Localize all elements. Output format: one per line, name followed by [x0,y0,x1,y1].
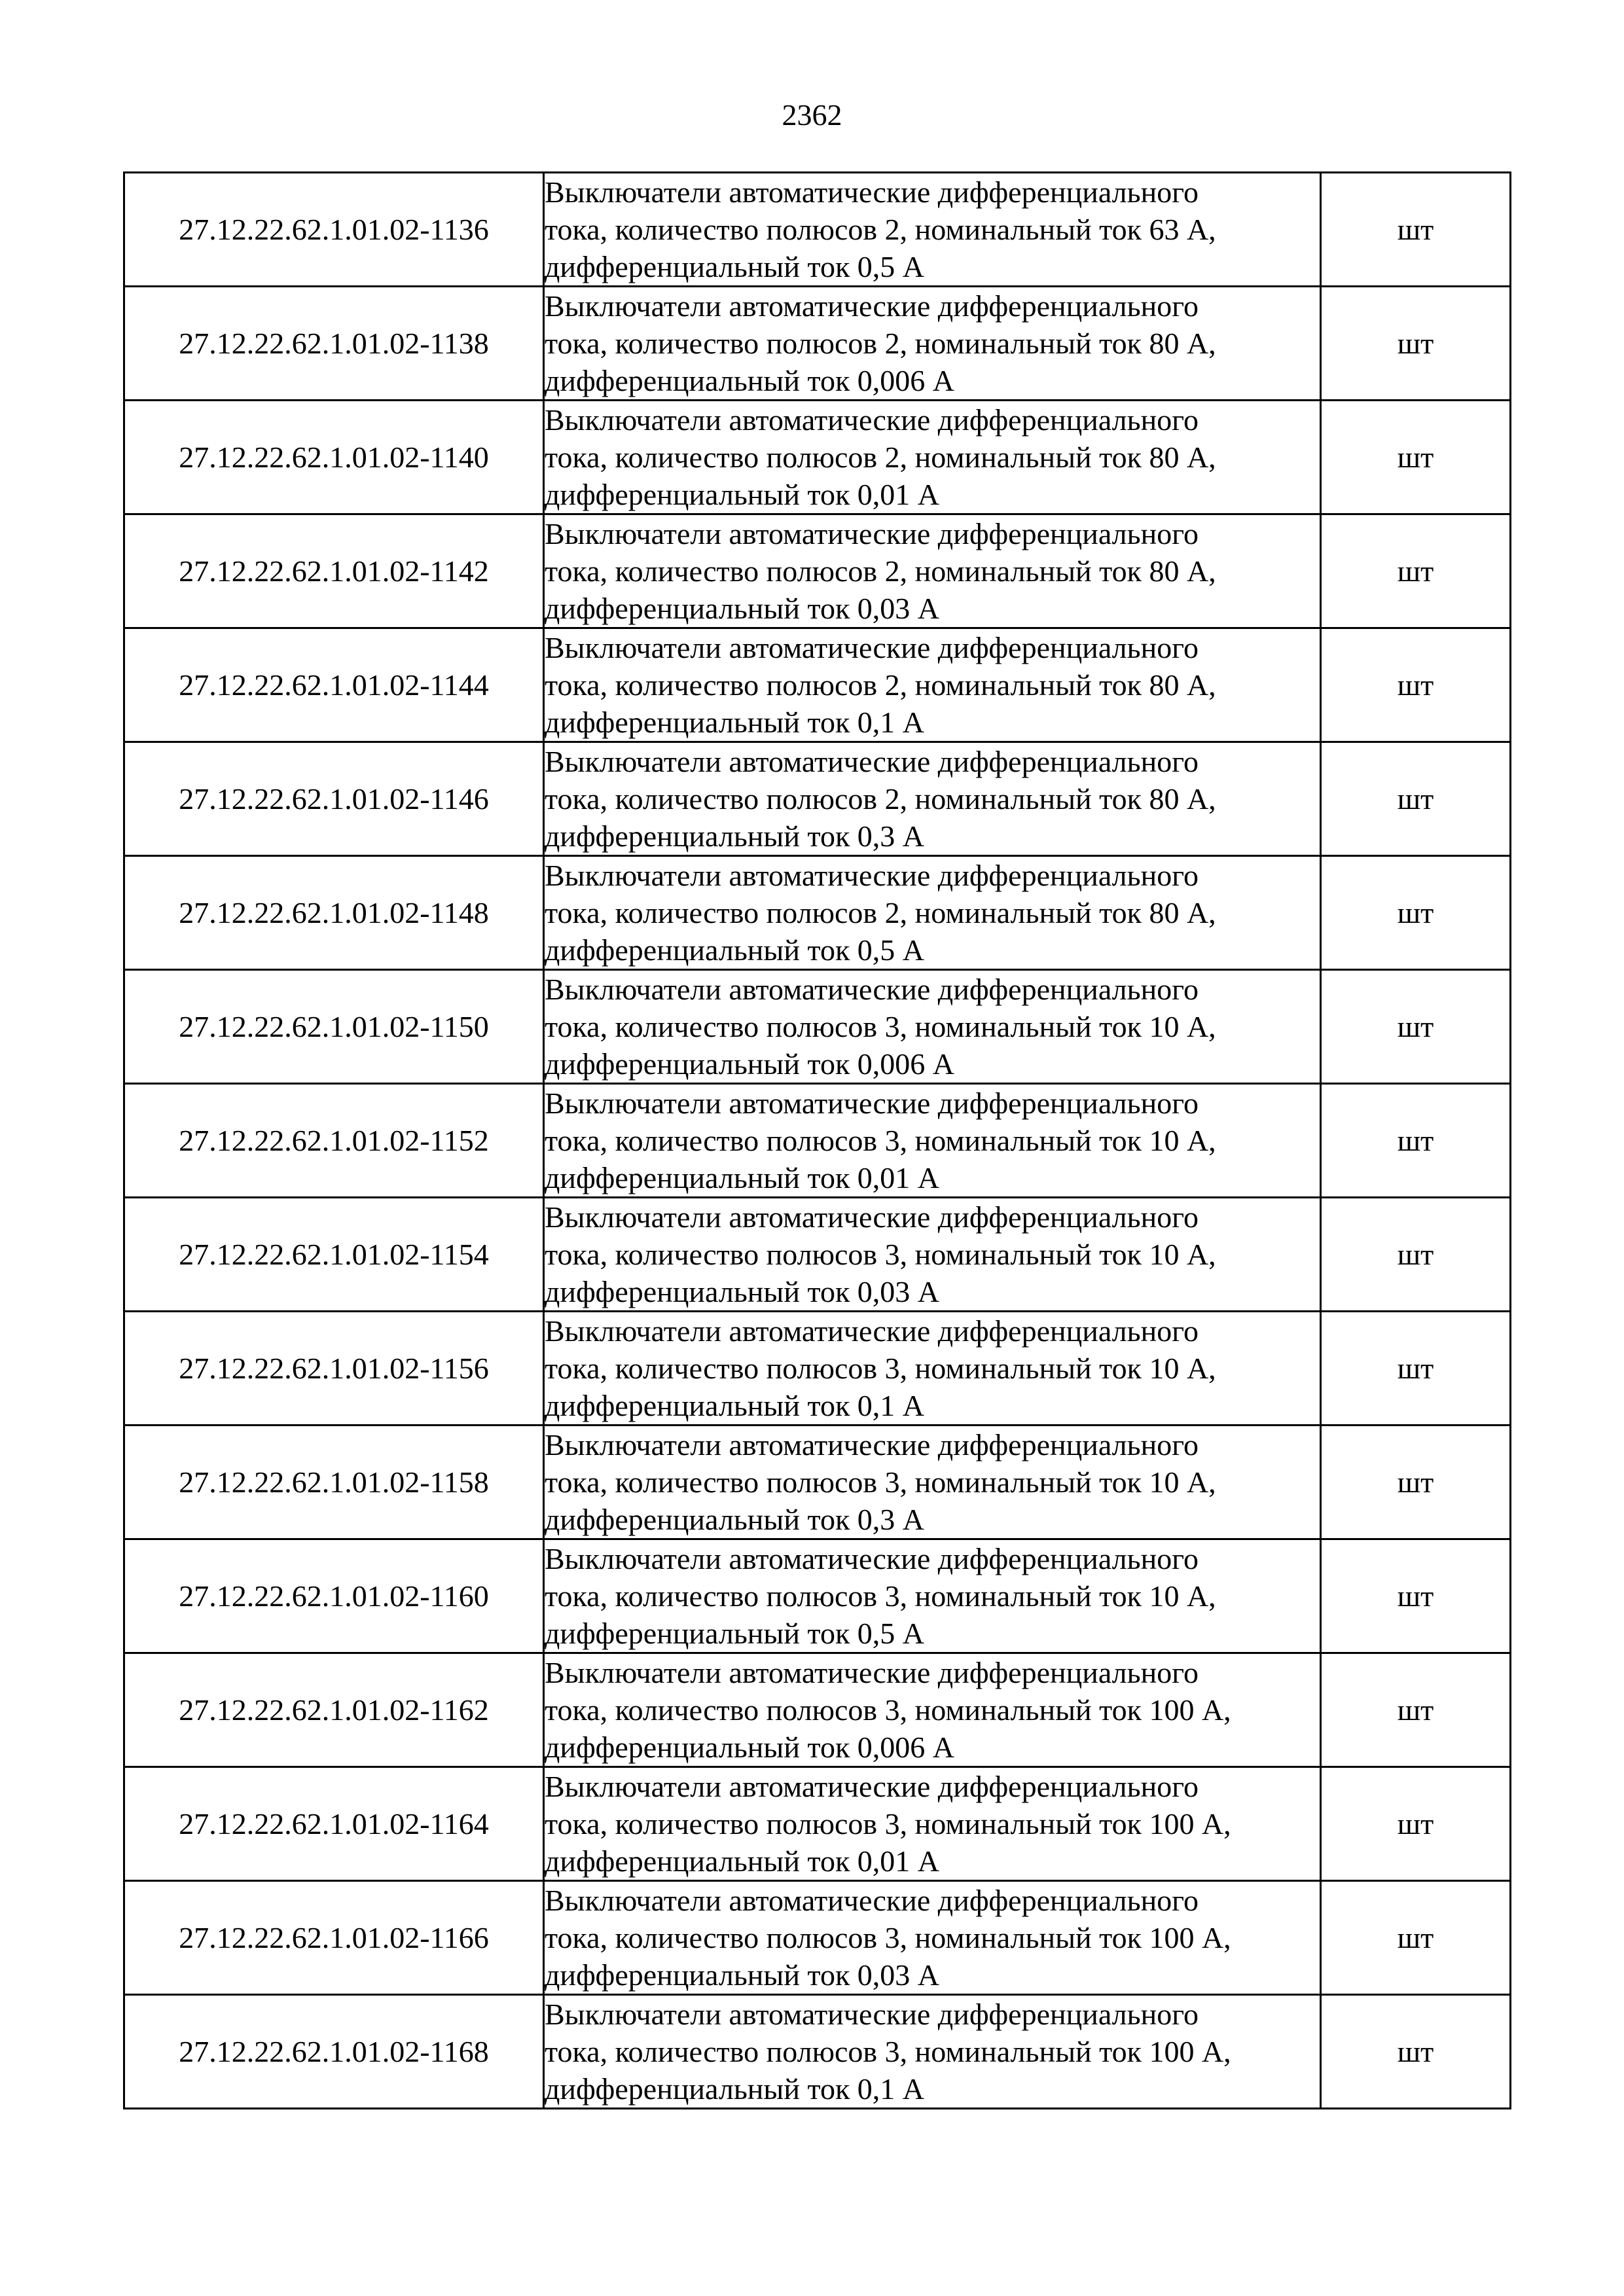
item-code: 27.12.22.62.1.01.02-1148 [124,856,544,970]
item-description-line: Выключатели автоматические дифференциального [545,1314,1199,1348]
item-description-line: Выключатели автоматические дифференциального [545,1770,1199,1803]
table-row [124,1198,1511,1312]
item-description [544,173,1321,287]
item-description [544,628,1321,742]
item-description-line: дифференциальный ток 0,01 А [545,1844,940,1878]
item-description [544,401,1321,514]
item-description-line: тока, количество полюсов 2, номинальный ток 80 А, [545,782,1216,816]
item-description-line: дифференциальный ток 0,5 А [545,1617,925,1650]
table-row [124,1312,1511,1426]
item-description-line: дифференциальный ток 0,01 А [545,1161,940,1194]
item-description-line: Выключатели автоматические дифференциального [545,175,1199,209]
item-description-line: тока, количество полюсов 3, номинальный ток 100 А, [545,1807,1231,1840]
item-description-line: тока, количество полюсов 2, номинальный ток 63 А, [545,213,1216,246]
item-code: 27.12.22.62.1.01.02-1168 [124,1995,544,2109]
catalog-table [123,171,1511,2109]
item-description [544,1653,1321,1767]
item-description [544,1767,1321,1881]
item-unit: шт [1321,1539,1511,1653]
item-code: 27.12.22.62.1.01.02-1156 [124,1312,544,1426]
item-description-line: тока, количество полюсов 2, номинальный ток 80 А, [545,440,1216,474]
item-description [544,1084,1321,1198]
table-row [124,1995,1511,2109]
item-description-line: Выключатели автоматические дифференциального [545,289,1199,323]
item-description-line: Выключатели автоматические дифференциального [545,1086,1199,1120]
item-description [544,1312,1321,1426]
item-description [544,287,1321,401]
item-code: 27.12.22.62.1.01.02-1138 [124,287,544,401]
item-unit: шт [1321,1198,1511,1312]
item-description [544,1539,1321,1653]
item-description-line: дифференциальный ток 0,03 А [545,1275,940,1308]
item-description [544,856,1321,970]
item-description-line: дифференциальный ток 0,1 А [545,706,925,739]
item-unit: шт [1321,1881,1511,1995]
item-description-line: дифференциальный ток 0,006 А [545,1731,955,1764]
table-row [124,628,1511,742]
item-description-line: дифференциальный ток 0,006 А [545,364,955,397]
item-description-line: тока, количество полюсов 2, номинальный ток 80 А, [545,668,1216,702]
item-unit: шт [1321,514,1511,628]
catalog-table-body [124,173,1511,2109]
item-code: 27.12.22.62.1.01.02-1160 [124,1539,544,1653]
item-code: 27.12.22.62.1.01.02-1154 [124,1198,544,1312]
item-description-line: Выключатели автоматические дифференциального [545,631,1199,664]
table-row [124,401,1511,514]
item-unit: шт [1321,1084,1511,1198]
item-code: 27.12.22.62.1.01.02-1158 [124,1426,544,1539]
item-description-line: Выключатели автоматические дифференциального [545,1656,1199,1689]
table-row [124,1881,1511,1995]
item-description-line: дифференциальный ток 0,5 А [545,250,925,283]
table-row [124,1767,1511,1881]
item-description-line: дифференциальный ток 0,03 А [545,592,940,625]
item-description-line: дифференциальный ток 0,3 А [545,819,925,853]
item-code: 27.12.22.62.1.01.02-1152 [124,1084,544,1198]
item-unit: шт [1321,173,1511,287]
table-row [124,970,1511,1084]
item-description-line: тока, количество полюсов 3, номинальный ток 10 А, [545,1352,1216,1385]
table-row [124,1653,1511,1767]
table-row [124,287,1511,401]
item-description-line: дифференциальный ток 0,03 А [545,1958,940,1992]
item-description-line: Выключатели автоматические дифференциального [545,517,1199,550]
table-row [124,1084,1511,1198]
item-code: 27.12.22.62.1.01.02-1164 [124,1767,544,1881]
item-code: 27.12.22.62.1.01.02-1150 [124,970,544,1084]
item-description [544,514,1321,628]
item-description-line: Выключатели автоматические дифференциального [545,1998,1199,2031]
item-description [544,742,1321,856]
item-unit: шт [1321,401,1511,514]
table-row [124,742,1511,856]
item-unit: шт [1321,1653,1511,1767]
item-description-line: Выключатели автоматические дифференциального [545,1884,1199,1917]
item-unit: шт [1321,628,1511,742]
item-description-line: тока, количество полюсов 3, номинальный ток 100 А, [545,2035,1231,2068]
item-unit: шт [1321,287,1511,401]
item-description-line: дифференциальный ток 0,1 А [545,1389,925,1422]
item-description-line: Выключатели автоматические дифференциального [545,859,1199,892]
item-description-line: тока, количество полюсов 3, номинальный ток 100 А, [545,1921,1231,1954]
item-code: 27.12.22.62.1.01.02-1162 [124,1653,544,1767]
item-description-line: Выключатели автоматические дифференциального [545,745,1199,778]
table-row [124,856,1511,970]
item-code: 27.12.22.62.1.01.02-1144 [124,628,544,742]
item-unit: шт [1321,1312,1511,1426]
item-code: 27.12.22.62.1.01.02-1146 [124,742,544,856]
item-description-line: тока, количество полюсов 3, номинальный ток 100 А, [545,1693,1231,1727]
item-description-line: тока, количество полюсов 2, номинальный ток 80 А, [545,554,1216,588]
item-description-line: тока, количество полюсов 3, номинальный ток 10 А, [545,1010,1216,1043]
item-unit: шт [1321,742,1511,856]
table-row [124,514,1511,628]
table-row [124,1426,1511,1539]
table-row [124,173,1511,287]
item-description-line: Выключатели автоматические дифференциального [545,1542,1199,1575]
item-description-line: тока, количество полюсов 3, номинальный ток 10 А, [545,1465,1216,1499]
item-description-line: Выключатели автоматические дифференциального [545,1428,1199,1462]
item-unit: шт [1321,1767,1511,1881]
item-code: 27.12.22.62.1.01.02-1136 [124,173,544,287]
item-description [544,970,1321,1084]
item-description [544,1881,1321,1995]
item-description-line: дифференциальный ток 0,01 А [545,478,940,511]
item-code: 27.12.22.62.1.01.02-1142 [124,514,544,628]
item-code: 27.12.22.62.1.01.02-1140 [124,401,544,514]
item-description-line: Выключатели автоматические дифференциального [545,403,1199,437]
item-description [544,1426,1321,1539]
item-description [544,1995,1321,2109]
item-description-line: тока, количество полюсов 2, номинальный ток 80 А, [545,327,1216,360]
item-description-line: тока, количество полюсов 3, номинальный ток 10 А, [545,1238,1216,1271]
item-description-line: дифференциальный ток 0,3 А [545,1503,925,1536]
item-unit: шт [1321,970,1511,1084]
table-row [124,1539,1511,1653]
item-description-line: тока, количество полюсов 2, номинальный ток 80 А, [545,896,1216,929]
item-description-line: Выключатели автоматические дифференциального [545,973,1199,1006]
item-description-line: тока, количество полюсов 3, номинальный ток 10 А, [545,1124,1216,1157]
item-code: 27.12.22.62.1.01.02-1166 [124,1881,544,1995]
item-unit: шт [1321,856,1511,970]
item-description-line: дифференциальный ток 0,006 А [545,1047,955,1081]
item-description-line: тока, количество полюсов 3, номинальный ток 10 А, [545,1579,1216,1613]
page-number: 2362 [782,98,842,132]
item-description-line: дифференциальный ток 0,5 А [545,933,925,967]
item-description-line: дифференциальный ток 0,1 А [545,2072,925,2106]
item-unit: шт [1321,1995,1511,2109]
item-description-line: Выключатели автоматические дифференциального [545,1200,1199,1234]
item-unit: шт [1321,1426,1511,1539]
item-description [544,1198,1321,1312]
